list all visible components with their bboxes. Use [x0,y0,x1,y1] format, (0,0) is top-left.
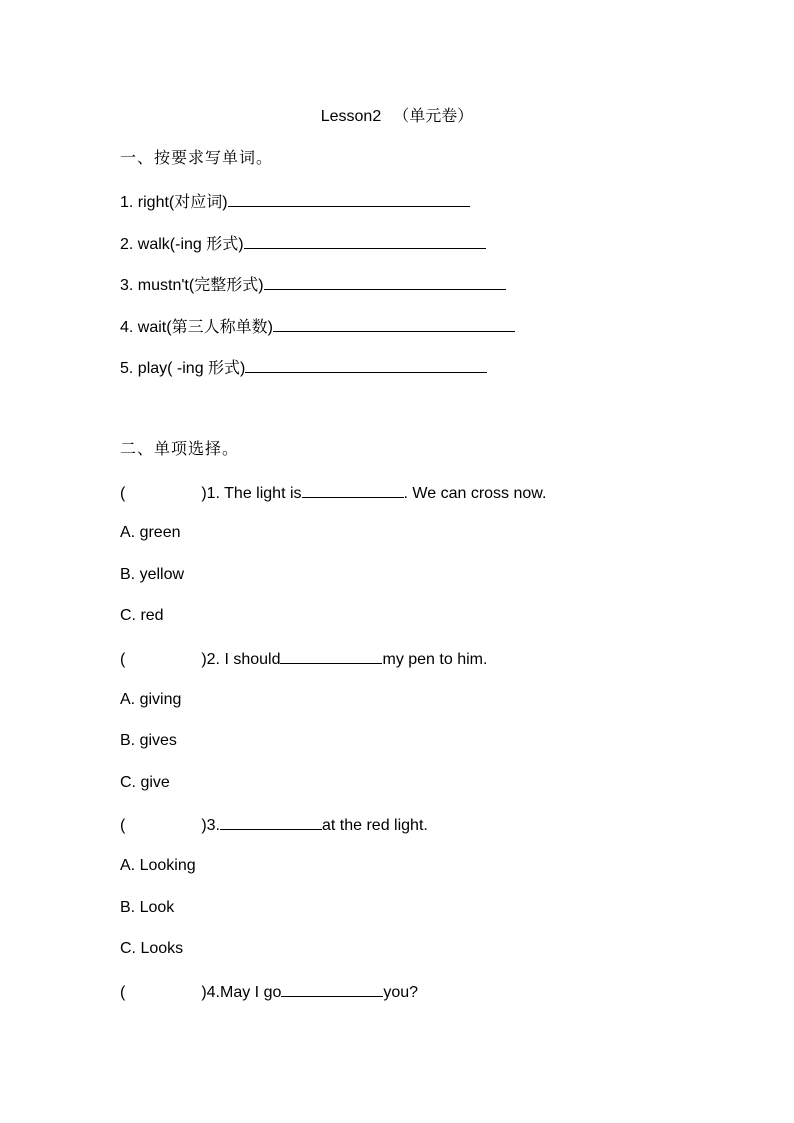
option-c: C. give [120,774,170,791]
section1-item-2: 2. walk(-ing 形式) [120,232,486,256]
section1-item-1: 1. right(对应词) [120,190,470,214]
section1-heading: 一、按要求写单词。 [120,150,274,167]
answer-blank[interactable] [245,356,487,373]
page-title [0,106,794,128]
answer-blank[interactable] [273,315,515,332]
question-3: ( )3. at the red light. [120,813,428,837]
option-c: C. red [120,607,164,624]
answer-blank[interactable] [281,980,383,997]
option-a: A. green [120,524,181,541]
section1-item-4: 4. wait(第三人称单数) [120,315,515,339]
section2-heading: 二、单项选择。 [120,441,240,458]
question-2: ( )2. I should my pen to him. [120,647,487,671]
option-b: B. yellow [120,566,185,583]
answer-blank[interactable] [280,647,382,664]
section1-item-5: 5. play( -ing 形式) [120,356,487,380]
answer-blank[interactable] [228,190,470,207]
title-sub: （单元卷） [393,108,474,125]
option-b: B. gives [120,732,177,749]
question-4: ( )4.May I go you? [120,980,418,1004]
option-b: B. Look [120,899,175,916]
option-a: A. Looking [120,857,196,874]
answer-blank[interactable] [302,481,404,498]
option-c: C. Looks [120,940,184,957]
answer-blank[interactable] [244,232,486,249]
option-a: A. giving [120,691,182,708]
answer-blank[interactable] [264,273,506,290]
question-1: ( )1. The light is . We can cross now. [120,481,546,505]
section1-item-3: 3. mustn't(完整形式) [120,273,506,297]
answer-blank[interactable] [220,813,322,830]
title-main: Lesson2 [320,108,382,125]
